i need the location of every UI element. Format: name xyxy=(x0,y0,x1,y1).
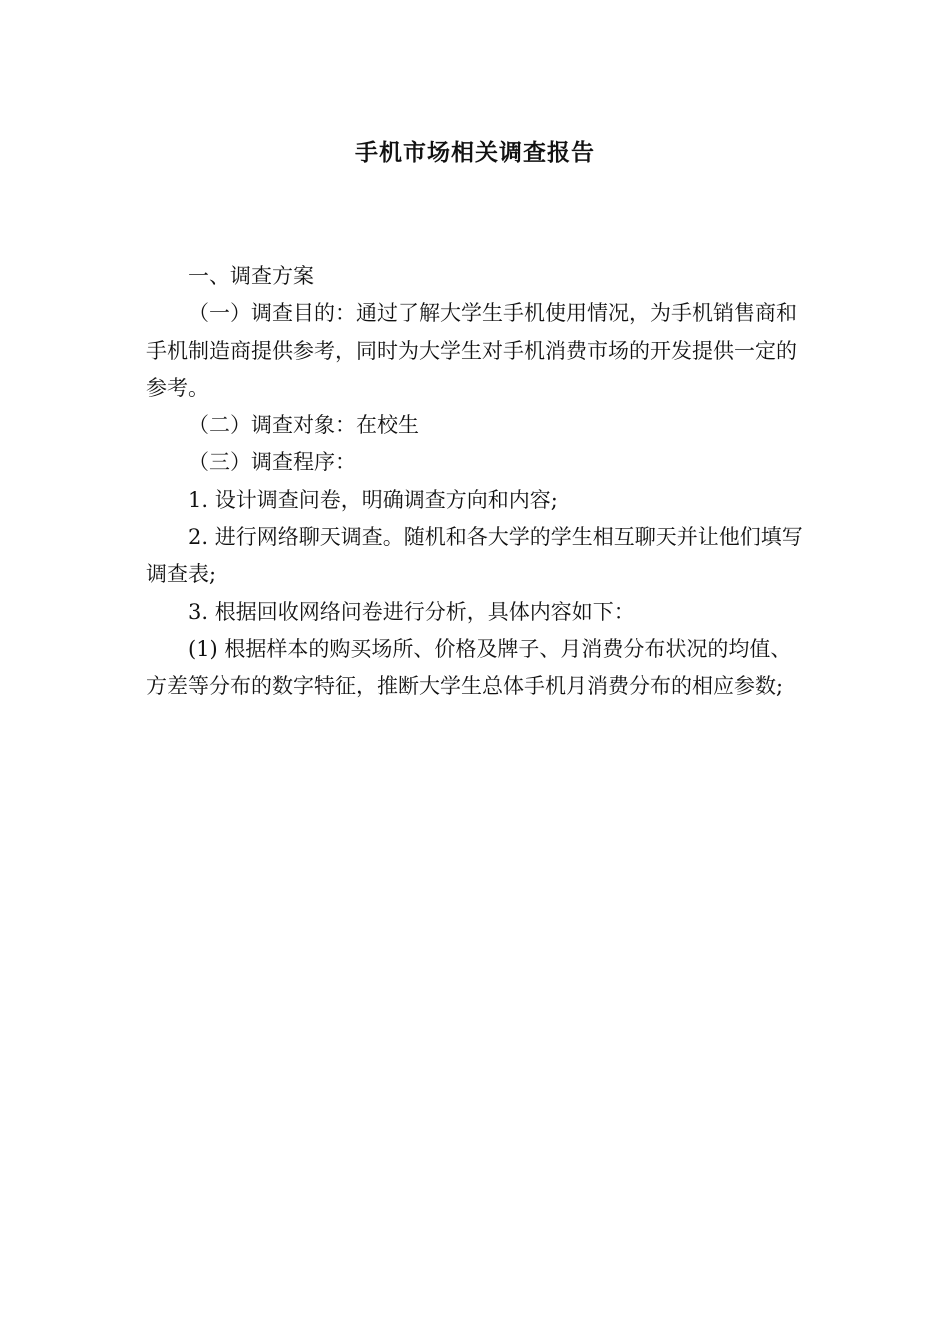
paragraph-subject: （二）调查对象：在校生 xyxy=(188,413,419,438)
document-body xyxy=(146,258,806,706)
list-item-1: 1. 设计调查问卷，明确调查方向和内容; xyxy=(188,487,558,512)
list-item-3: 3. 根据回收网络问卷进行分析，具体内容如下： xyxy=(188,599,635,624)
sub-item-1: (1) 根据样本的购买场所、价格及牌子、月消费分布状况的均值、方差等分布的数字特征，推断大学生总体手机月消费分布的相应参数; xyxy=(146,636,792,699)
section-heading: 一、调查方案 xyxy=(188,264,314,288)
paragraph-procedure: （三）调查程序： xyxy=(188,450,356,475)
paragraph-purpose: （一）调查目的：通过了解大学生手机使用情况，为手机销售商和手机制造商提供参考，同时为大学生对手机消费市场的开发提供一定的参考。 xyxy=(146,301,797,400)
document-title: 手机市场相关调查报告 xyxy=(355,140,595,166)
list-item-2: 2. 进行网络聊天调查。随机和各大学的学生相互聊天并让他们填写调查表; xyxy=(146,525,803,587)
